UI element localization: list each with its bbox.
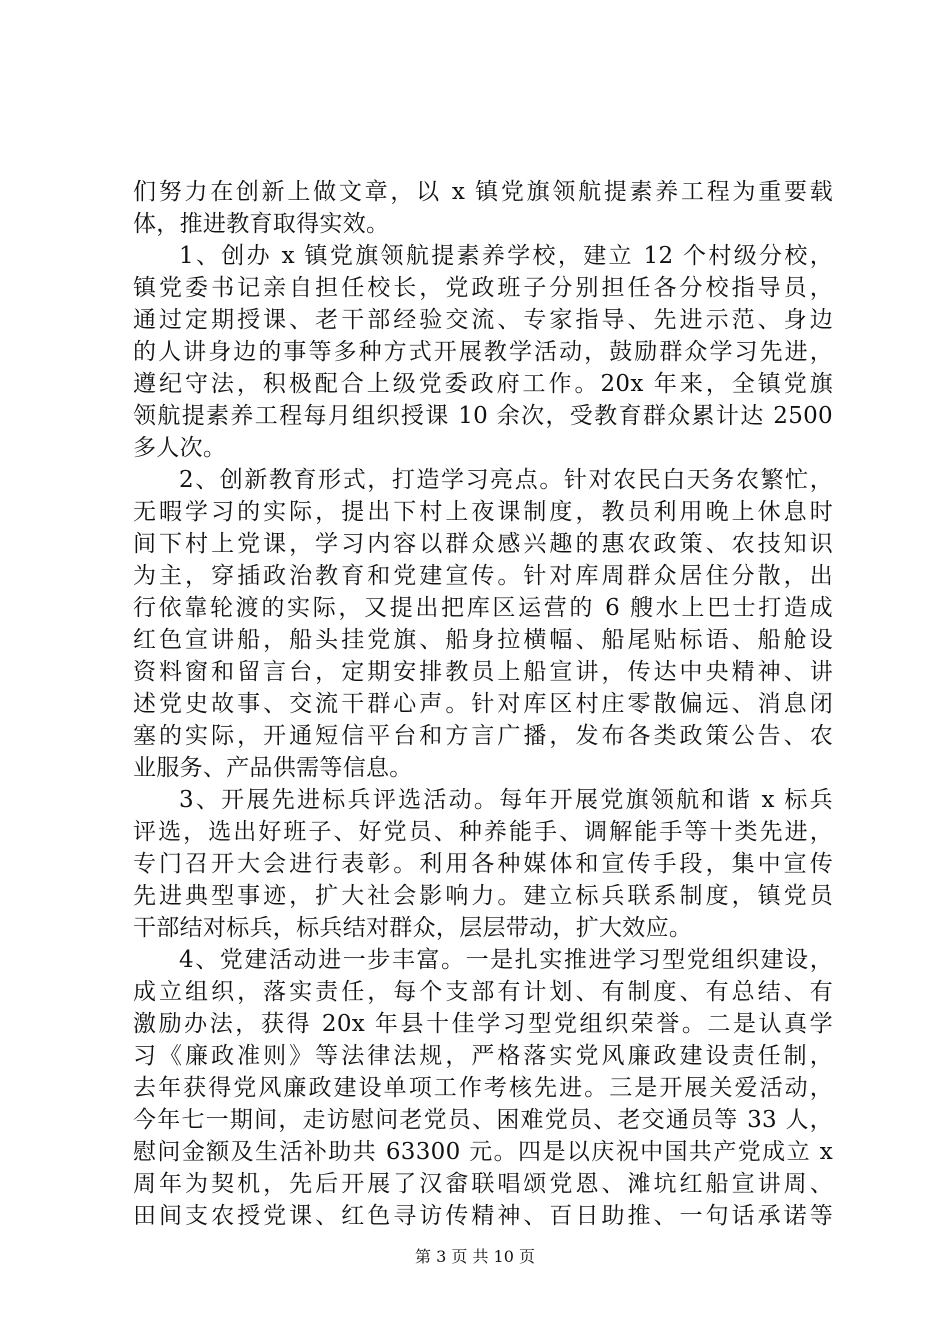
text-line: 1、创办 x 镇党旗领航提素养学校，建立 12 个村级分校， [179, 243, 833, 269]
text-line: 慰问金额及生活补助共 63300 元。四是以庆祝中国共产党成立 x [133, 1139, 833, 1165]
text-line: 领航提素养工程每月组织授课 10 余次，受教育群众累计达 2500 [133, 403, 833, 429]
text-line: 镇党委书记亲自担任校长，党政班子分别担任各分校指导员， [133, 275, 833, 301]
text-line: 成立组织，落实责任，每个支部有计划、有制度、有总结、有 [133, 979, 833, 1005]
text-line: 周年为契机，先后开展了汉畲联唱颂党恩、滩坑红船宣讲周、 [133, 1171, 833, 1197]
text-line: 4、党建活动进一步丰富。一是扎实推进学习型党组织建设， [179, 947, 833, 973]
text-line: 3、开展先进标兵评选活动。每年开展党旗领航和谐 x 标兵 [179, 787, 833, 813]
page-footer [0, 1247, 950, 1267]
text-line: 激励办法，获得 20x 年县十佳学习型党组织荣誉。二是认真学 [133, 1011, 833, 1037]
text-line: 先进典型事迹，扩大社会影响力。建立标兵联系制度，镇党员 [133, 883, 833, 909]
text-line: 们努力在创新上做文章，以 x 镇党旗领航提素养工程为重要载 [133, 179, 833, 205]
page-number-label: 第 3 页 共 10 页 [415, 1247, 535, 1266]
text-line: 间下村上党课，学习内容以群众感兴趣的惠农政策、农技知识 [133, 531, 833, 557]
text-line: 去年获得党风廉政建设单项工作考核先进。三是开展关爱活动， [133, 1075, 833, 1101]
text-line: 为主，穿插政治教育和党建宣传。针对库周群众居住分散，出 [133, 563, 833, 589]
text-line: 塞的实际，开通短信平台和方言广播，发布各类政策公告、农 [133, 723, 833, 749]
text-line: 田间支农授党课、红色寻访传精神、百日助推、一句话承诺等 [133, 1203, 833, 1229]
text-line: 遵纪守法，积极配合上级党委政府工作。20x 年来，全镇党旗 [133, 371, 833, 397]
text-line: 的人讲身边的事等多种方式开展教学活动，鼓励群众学习先进， [133, 339, 833, 365]
text-line: 述党史故事、交流干群心声。针对库区村庄零散偏远、消息闭 [133, 691, 833, 717]
document-body [133, 176, 833, 1232]
text-line: 体，推进教育取得实效。 [133, 211, 390, 237]
text-line: 干部结对标兵，标兵结对群众，层层带动，扩大效应。 [133, 915, 693, 941]
text-line: 行依靠轮渡的实际，又提出把库区运营的 6 艘水上巴士打造成 [133, 595, 833, 621]
text-line: 资料窗和留言台，定期安排教员上船宣讲，传达中央精神、讲 [133, 659, 833, 685]
text-line: 评选，选出好班子、好党员、种养能手、调解能手等十类先进， [133, 819, 833, 845]
text-line: 习《廉政准则》等法律法规，严格落实党风廉政建设责任制， [133, 1043, 833, 1069]
text-line: 多人次。 [133, 435, 227, 461]
text-line: 红色宣讲船，船头挂党旗、船身拉横幅、船尾贴标语、船舱设 [133, 627, 833, 653]
text-line: 专门召开大会进行表彰。利用各种媒体和宣传手段，集中宣传 [133, 851, 833, 877]
text-line: 业服务、产品供需等信息。 [133, 755, 413, 781]
text-line: 无暇学习的实际，提出下村上夜课制度，教员利用晚上休息时 [133, 499, 833, 525]
text-line: 2、创新教育形式，打造学习亮点。针对农民白天务农繁忙， [179, 467, 833, 493]
text-line: 今年七一期间，走访慰问老党员、困难党员、老交通员等 33 人， [133, 1107, 833, 1133]
text-line: 通过定期授课、老干部经验交流、专家指导、先进示范、身边 [133, 307, 833, 333]
